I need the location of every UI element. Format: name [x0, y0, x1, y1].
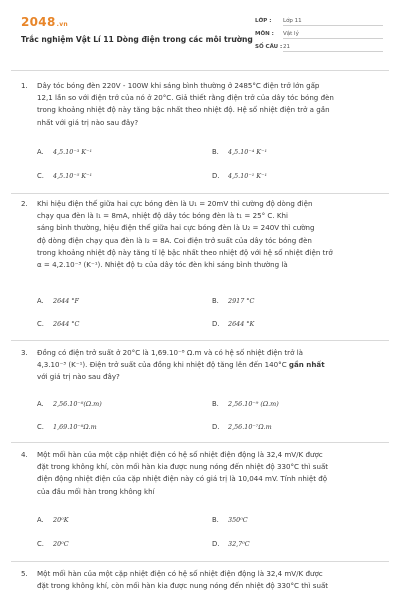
emphasis-text: gần nhất: [288, 360, 325, 370]
question-divider: [11, 193, 389, 194]
question-line: đặt trong không khí, còn mối hàn kia được nung nóng đến nhiệt độ 330°C thì suất: [37, 581, 329, 591]
option-b[interactable]: B. 2,56.10⁻⁹ (Ω.m): [212, 400, 279, 408]
question-divider: [11, 442, 389, 443]
option-d[interactable]: D. 32,7⁰C: [212, 540, 250, 548]
count-row: [255, 44, 383, 52]
logo-text: 2048: [21, 15, 56, 29]
page-header: [0, 0, 400, 72]
question-number: 4.: [21, 450, 28, 459]
question-line: của đầu mối hàn trong không khí: [37, 486, 155, 496]
question-text: [37, 347, 385, 384]
class-label: LỚP :: [255, 18, 272, 24]
question-divider: [11, 561, 389, 562]
site-logo[interactable]: [21, 15, 68, 29]
quiz-title: Trắc nghiệm Vật Lí 11 Dòng điện trong các môi trường: [21, 35, 253, 44]
option-c[interactable]: C. 1,69.10⁻⁸Ω.m: [37, 423, 97, 431]
question-line: chạy qua đèn là I₁ = 8mA, nhiệt độ dây tóc bóng đèn là t₁ = 25° C. Khi: [37, 211, 288, 221]
question-number: 5.: [21, 569, 28, 578]
subject-value: Vật lý: [283, 31, 383, 39]
option-d[interactable]: D. 2644 °K: [212, 320, 255, 328]
question-line: Đồng có điện trở suất ở 20°C là 1,69.10⁻⁸ Ω.m và có hệ số nhiệt điện trở là: [37, 348, 304, 357]
option-a[interactable]: A. 2644 °F: [37, 297, 79, 305]
question-text: [37, 449, 385, 498]
question-line: trong khoảng nhiệt độ này tăng bậc nhất theo nhiệt độ. Hệ số nhiệt điện trở a gần: [37, 105, 330, 115]
option-a[interactable]: A. 4,5.10⁻³ K⁻¹: [37, 148, 93, 156]
question-line: nhất với giá trị nào sau đây?: [37, 117, 139, 127]
question-line: Dây tóc bóng đèn 220V - 100W khi sáng bình thường ở 2485°C điện trở lớn gấp: [37, 81, 320, 90]
question-line: 4,3.10⁻³ (K⁻¹). Điện trở suất của đồng khi nhiệt độ tăng lên đến 140°C gần nhất: [37, 360, 325, 370]
question-line: 12,1 lần so với điện trở của nó ở 20°C. Giả thiết rằng điện trở của dây tóc bóng đèn: [37, 93, 334, 103]
question-number: 3.: [21, 348, 28, 357]
option-c[interactable]: C. 2644 °C: [37, 320, 80, 328]
option-d[interactable]: D. 2,56.10⁻⁷Ω.m: [212, 423, 272, 431]
option-d[interactable]: D. 4,5.10⁻¹ K⁻¹: [212, 172, 268, 180]
question-number: 1.: [21, 81, 28, 90]
question-line: sáng bình thường, hiệu điện thế giữa hai cực bóng đèn là U₂ = 240V thì cường: [37, 223, 315, 233]
option-b[interactable]: B. 350⁰C: [212, 516, 248, 524]
class-value: Lớp 11: [283, 18, 383, 26]
question-line: đặt trong không khí, còn mối hàn kia được nung nóng đến nhiệt độ 330°C thì suất: [37, 462, 329, 472]
question-line: α = 4,2.10⁻³ (K⁻¹). Nhiệt độ t₂ của dây tóc đèn khi sáng bình thường là: [37, 260, 288, 270]
option-a[interactable]: A. 2,56.10⁻⁸(Ω.m): [37, 400, 102, 408]
question-line: Khi hiệu điện thế giữa hai cực bóng đèn là U₁ = 20mV thì cường độ dòng điện: [37, 199, 313, 208]
question-text: [37, 198, 385, 271]
header-divider: [11, 70, 389, 71]
question-line: độ dòng điện chạy qua đèn là I₂ = 8A. Coi điện trở suất của dây tóc bóng đèn: [37, 235, 312, 245]
question-text: [37, 80, 385, 129]
question-line: Một mối hàn của một cặp nhiệt điện có hệ số nhiệt điện động là 32,4 mV/K được: [37, 450, 323, 459]
option-c[interactable]: C. 4,5.10⁻⁵ K⁻¹: [37, 172, 93, 180]
logo-suffix: .vn: [56, 21, 68, 28]
question-line: điện động nhiệt điện của cặp nhiệt điện này có giá trị là 10,044 mV. Tính nhiệt độ: [37, 474, 328, 484]
question-line: với giá trị nào sau đây?: [37, 372, 120, 382]
option-a[interactable]: A. 20⁰K: [37, 516, 69, 524]
question-line: Một mối hàn của một cặp nhiệt điện có hệ số nhiệt điện động là 32,4 mV/K được: [37, 569, 323, 578]
option-b[interactable]: B. 4,5.10⁻⁴ K⁻¹: [212, 148, 268, 156]
question-number: 2.: [21, 199, 28, 208]
question-text: [37, 568, 385, 592]
option-c[interactable]: C. 20⁰C: [37, 540, 69, 548]
option-b[interactable]: B. 2917 °C: [212, 297, 255, 305]
question-divider: [11, 340, 389, 341]
class-row: [255, 18, 383, 26]
count-value: 21: [283, 44, 383, 52]
question-line: trong khoảng nhiệt độ này tăng tỉ lệ bậc nhất theo nhiệt độ với hệ số nhiệt điện trở: [37, 247, 333, 257]
subject-row: [255, 31, 383, 39]
count-label: SỐ CÂU :: [255, 44, 283, 50]
subject-label: MÔN :: [255, 31, 274, 37]
